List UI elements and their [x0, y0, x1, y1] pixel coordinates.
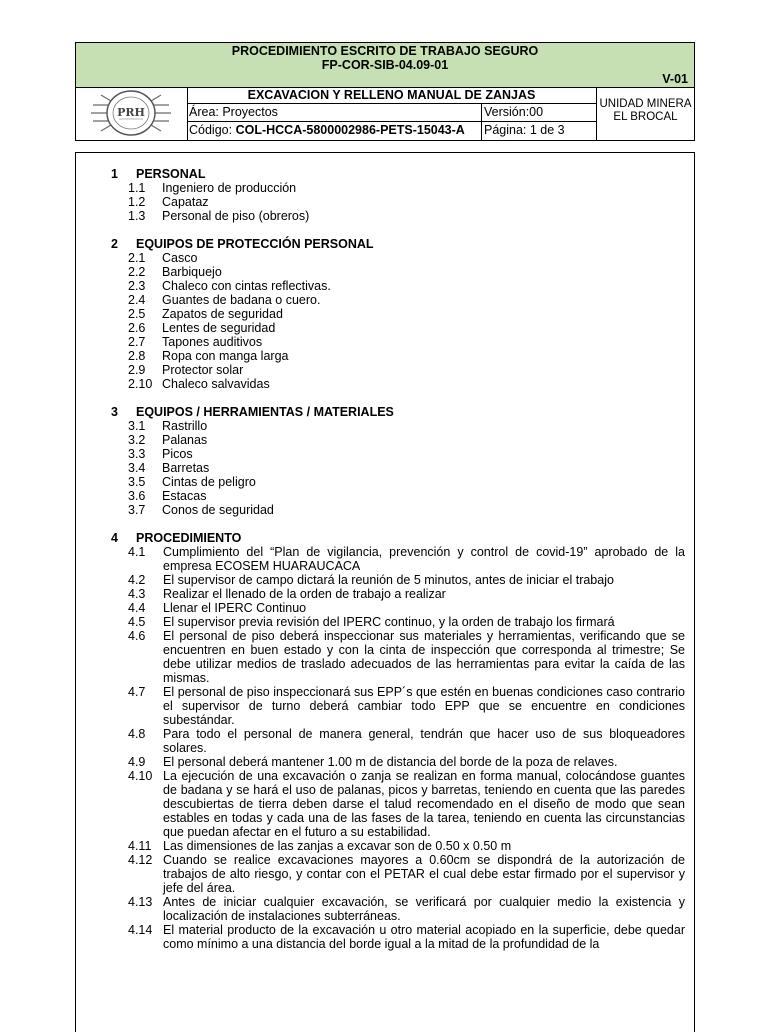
- list-item: [111, 475, 685, 489]
- company-seal-logo: [89, 89, 173, 137]
- step-number: 4.9: [128, 755, 146, 769]
- code-value: COL-HCCA-5800002986-PETS-15043-A: [235, 123, 465, 137]
- list-item: [111, 209, 685, 223]
- list-item: [111, 377, 685, 391]
- step-number: 4.7: [128, 685, 146, 699]
- item-text: Chaleco salvavidas: [162, 377, 270, 391]
- item-text: Picos: [162, 447, 193, 461]
- section-1: [111, 167, 685, 223]
- step-text: La ejecución de una excavación o zanja se realizan en forma manual, colocándose guantes de badana y se hará el uso de palanas, picos y barretas, teniendo en cuenta que las paredes descubiertas de tierra deben darse el talud recomendado en el diseño de modo que sean estables en todas y cada una de las fases de la tarea, teniendo en cuenta las circunstancias que puedan afectar en el futuro a su estabilidad.: [163, 769, 685, 839]
- item-text: Palanas: [162, 433, 208, 447]
- list-item: [111, 433, 685, 447]
- item-text: Capataz: [162, 195, 209, 209]
- procedure-step: [111, 853, 685, 895]
- step-number: 4.12: [128, 853, 153, 867]
- step-text: Cuando se realice excavaciones mayores a 0.60cm se dispondrá de la autorización de trabajos de alto riesgo, y contar con el PETAR el cual debe estar firmado por el supervisor y jefe del área.: [163, 853, 685, 895]
- step-number: 4.6: [128, 629, 146, 643]
- document-title: PROCEDIMIENTO ESCRITO DE TRABAJO SEGURO: [231, 44, 539, 58]
- procedure-step: [111, 573, 685, 587]
- item-text: Personal de piso (obreros): [162, 209, 310, 223]
- item-number: 2.1: [128, 251, 146, 265]
- section-heading: [111, 531, 685, 545]
- document-header: [75, 42, 695, 141]
- list-item: [111, 251, 685, 265]
- section-heading: [111, 167, 685, 181]
- item-text: Conos de seguridad: [162, 503, 274, 517]
- procedure-step: [111, 895, 685, 923]
- mining-unit-line2: EL BROCAL: [613, 111, 678, 123]
- item-text: Ingeniero de producción: [162, 181, 297, 195]
- section-3: [111, 405, 685, 517]
- list-item: [111, 321, 685, 335]
- step-text: El personal de piso inspeccionará sus EPP´s que estén en buenas condiciones caso contrario el supervisor de turno deberá cambiar todo EPP que se encuentre en condiciones subestándar.: [163, 685, 685, 727]
- item-text: Tapones auditivos: [162, 335, 263, 349]
- section-title: EQUIPOS DE PROTECCIÓN PERSONAL: [136, 237, 374, 251]
- code-label: Código:: [189, 123, 236, 137]
- procedure-step: [111, 685, 685, 727]
- section-number: 4: [111, 531, 118, 545]
- item-number: 3.6: [128, 489, 146, 503]
- procedure-step: [111, 769, 685, 839]
- area-field: Área: Proyectos: [187, 104, 482, 122]
- list-item: [111, 279, 685, 293]
- item-number: 1.2: [128, 195, 146, 209]
- item-text: Protector solar: [162, 363, 244, 377]
- item-number: 1.3: [128, 209, 146, 223]
- section-heading: [111, 405, 685, 419]
- item-number: 2.5: [128, 307, 146, 321]
- list-item: [111, 335, 685, 349]
- procedure-step: [111, 629, 685, 685]
- step-text: Realizar el llenado de la orden de trabajo a realizar: [163, 587, 446, 601]
- section-4: [111, 531, 685, 951]
- code-field: [187, 122, 482, 140]
- svg-text:PRH: PRH: [117, 106, 145, 119]
- item-text: Cintas de peligro: [162, 475, 256, 489]
- list-item: [111, 489, 685, 503]
- step-number: 4.14: [128, 923, 153, 937]
- step-text: El supervisor de campo dictará la reunión de 5 minutos, antes de iniciar el trabajo: [163, 573, 614, 587]
- item-number: 2.4: [128, 293, 146, 307]
- item-text: Zapatos de seguridad: [162, 307, 283, 321]
- step-text: Para todo el personal de manera general, tendrán que hacer uso de sus bloqueadores solares.: [163, 727, 685, 755]
- section-title: PERSONAL: [136, 167, 206, 181]
- list-item: [111, 265, 685, 279]
- document-content: [111, 167, 685, 951]
- list-item: [111, 503, 685, 517]
- item-number: 3.4: [128, 461, 146, 475]
- list-item: [111, 181, 685, 195]
- item-text: Casco: [162, 251, 198, 265]
- step-number: 4.1: [128, 545, 146, 559]
- item-number: 2.8: [128, 349, 146, 363]
- step-text: El supervisor previa revisión del IPERC continuo, y la orden de trabajo los firmará: [163, 615, 615, 629]
- item-number: 3.2: [128, 433, 146, 447]
- step-number: 4.4: [128, 601, 146, 615]
- step-number: 4.2: [128, 573, 146, 587]
- step-text: El personal de piso deberá inspeccionar sus materiales y herramientas, verificando que se encuentren en buen estado y con la cinta de inspección que corresponda al trimestre; Se debe utilizar medios de traslado adecuados de las herramientas para evitar la caída de las mismas.: [163, 629, 685, 685]
- list-item: [111, 447, 685, 461]
- list-item: [111, 195, 685, 209]
- item-number: 2.10: [128, 377, 153, 391]
- item-number: 2.6: [128, 321, 146, 335]
- list-item: [111, 363, 685, 377]
- item-text: Estacas: [162, 489, 207, 503]
- item-number: 2.3: [128, 279, 146, 293]
- step-number: 4.10: [128, 769, 153, 783]
- step-number: 4.3: [128, 587, 146, 601]
- procedure-title: EXCAVACION Y RELLENO MANUAL DE ZANJAS: [187, 87, 596, 104]
- list-item: [111, 293, 685, 307]
- section-2: [111, 237, 685, 391]
- step-text: Las dimensiones de las zanjas a excavar son de 0.50 x 0.50 m: [163, 839, 512, 853]
- document-version-code: V-01: [662, 72, 688, 86]
- item-text: Chaleco con cintas reflectivas.: [162, 279, 331, 293]
- item-number: 3.3: [128, 447, 146, 461]
- item-text: Lentes de seguridad: [162, 321, 276, 335]
- section-heading: [111, 237, 685, 251]
- item-text: Barretas: [162, 461, 210, 475]
- section-number: 3: [111, 405, 118, 419]
- item-text: Barbiquejo: [162, 265, 222, 279]
- item-text: Guantes de badana o cuero.: [162, 293, 321, 307]
- step-text: Antes de iniciar cualquier excavación, se verificará por cualquier medio la existencia y localización de instalaciones subterráneas.: [163, 895, 685, 923]
- item-number: 2.7: [128, 335, 146, 349]
- procedure-step: [111, 601, 685, 615]
- item-number: 3.7: [128, 503, 146, 517]
- list-item: [111, 307, 685, 321]
- item-text: Ropa con manga larga: [162, 349, 289, 363]
- step-text: Cumplimiento del “Plan de vigilancia, prevención y control de covid-19” aprobado de la empresa ECOSEM HUARAUCACA: [163, 545, 685, 573]
- version-field: Versión:00: [482, 104, 596, 122]
- list-item: [111, 419, 685, 433]
- section-number: 1: [111, 167, 118, 181]
- step-number: 4.11: [128, 839, 152, 853]
- step-text: El material producto de la excavación u otro material acopiado en la superficie, debe quedar como mínimo a una distancia del borde igual a la mitad de la profundidad de la: [163, 923, 685, 951]
- step-number: 4.8: [128, 727, 146, 741]
- list-item: [111, 349, 685, 363]
- mining-unit-cell: [596, 87, 694, 140]
- procedure-step: [111, 839, 685, 853]
- logo-cell: [76, 87, 188, 140]
- step-number: 4.13: [128, 895, 153, 909]
- item-text: Rastrillo: [162, 419, 208, 433]
- section-title: EQUIPOS / HERRAMIENTAS / MATERIALES: [136, 405, 394, 419]
- item-number: 3.5: [128, 475, 146, 489]
- page-field: Página: 1 de 3: [484, 123, 565, 137]
- procedure-step: [111, 755, 685, 769]
- header-title-band: [76, 43, 694, 88]
- item-number: 3.1: [128, 419, 146, 433]
- list-item: [111, 461, 685, 475]
- item-number: 1.1: [128, 181, 146, 195]
- step-text: Llenar el IPERC Continuo: [163, 601, 307, 615]
- item-number: 2.2: [128, 265, 146, 279]
- procedure-step: [111, 923, 685, 951]
- procedure-step: [111, 587, 685, 601]
- section-title: PROCEDIMIENTO: [136, 531, 242, 545]
- procedure-step: [111, 615, 685, 629]
- document-code: FP-COR-SIB-04.09-01: [321, 58, 449, 72]
- mining-unit-line1: UNIDAD MINERA: [599, 98, 692, 110]
- step-text: El personal deberá mantener 1.00 m de distancia del borde de la poza de relaves.: [163, 755, 618, 769]
- section-number: 2: [111, 237, 118, 251]
- procedure-step: [111, 545, 685, 573]
- step-number: 4.5: [128, 615, 146, 629]
- procedure-step: [111, 727, 685, 755]
- item-number: 2.9: [128, 363, 146, 377]
